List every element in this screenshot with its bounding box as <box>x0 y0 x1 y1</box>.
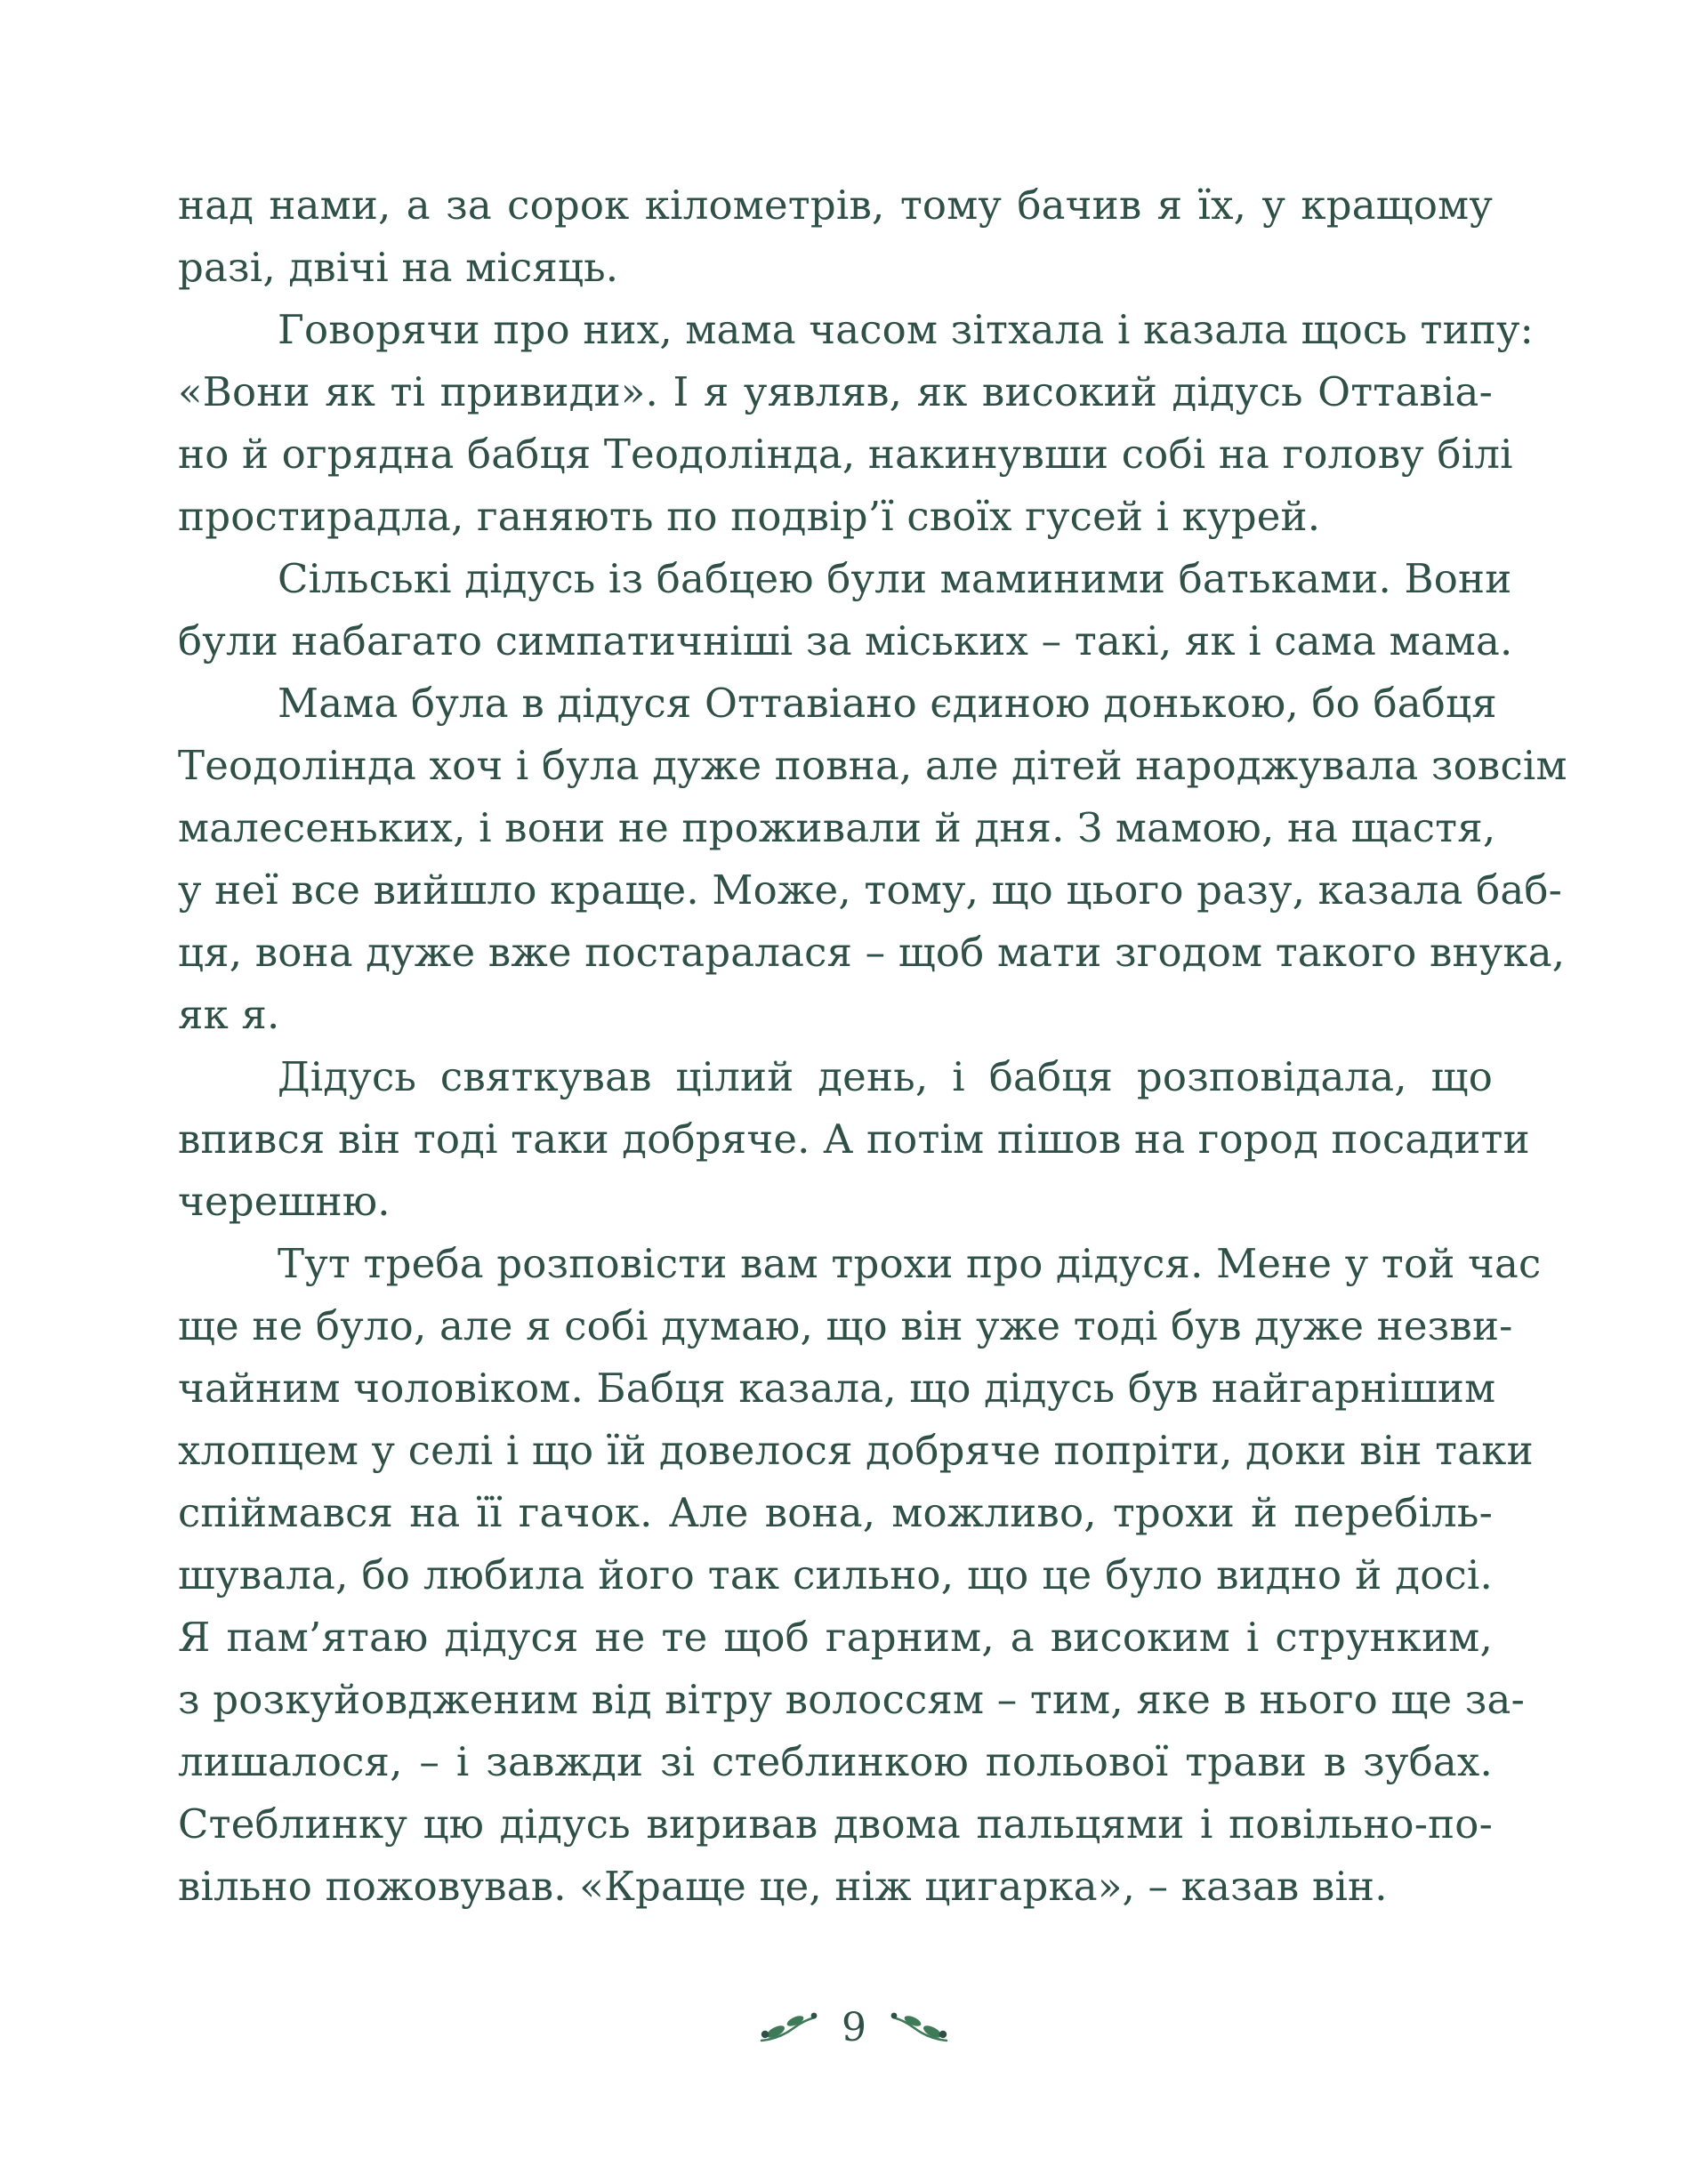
text-line: впився він тоді таки добряче. А потім пішов на город посадити <box>178 1115 1530 1163</box>
text-line: спіймався на її гачок. Але вона, можливо, трохи й перебіль- <box>178 1489 1493 1536</box>
text-line: як я. <box>178 991 280 1038</box>
page-number: 9 <box>842 2005 866 2050</box>
text-line: Тут треба розповісти вам трохи про дідуся. Мене у той час <box>278 1240 1542 1287</box>
text-line: хлопцем у селі і що їй довелося добряче попріти, доки він таки <box>178 1427 1534 1474</box>
paragraph <box>178 299 1535 548</box>
text-line: Говорячи про них, мама часом зітхала і казала щось типу: <box>278 306 1535 353</box>
text-line: разі, двічі на місяць. <box>178 244 619 291</box>
text-line: були набагато симпатичніші за міських – такі, як і сама мама. <box>178 617 1513 664</box>
text-line: черешню. <box>178 1178 391 1225</box>
text-line: «Вони як ті привиди». І я уявляв, як високий дідусь Оттавіа- <box>178 368 1493 415</box>
text-line: Мама була в дідуся Оттавіано єдиною донькою, бо бабця <box>278 680 1497 727</box>
text-line: з розкуйовдженим від вітру волоссям – тим, яке в нього ще за- <box>178 1676 1525 1723</box>
text-line: лишалося, – і завжди зі стеблинкою польової трави в зубах. <box>178 1738 1493 1785</box>
text-line: над нами, а за сорок кілометрів, тому бачив я їх, у кращому <box>178 181 1493 229</box>
text-line: ще не було, але я собі думаю, що він уже тоді був дуже незви- <box>178 1302 1513 1349</box>
paragraph <box>178 1046 1530 1233</box>
text-line: Теодолінда хоч і була дуже повна, але дітей народжувала зовсім <box>178 742 1567 789</box>
text-line: Я пам’ятаю дідуся не те щоб гарним, а високим і струнким, <box>178 1614 1493 1661</box>
paragraph <box>178 672 1567 1046</box>
text-line: ця, вона дуже вже постаралася – щоб мати згодом такого внука, <box>178 929 1566 976</box>
text-line: у неї все вийшло краще. Може, тому, що цього разу, казала баб- <box>178 866 1563 914</box>
text-line: Сільські дідусь із бабцею були маминими батьками. Вони <box>278 555 1512 602</box>
text-line: Стеблинку цю дідусь виривав двома пальцями і повільно-по- <box>178 1800 1493 1848</box>
leaf-ornament-left-icon <box>758 2010 818 2046</box>
text-line: вільно пожовував. «Краще це, ніж цигарка», – казав він. <box>178 1863 1388 1910</box>
paragraph <box>178 174 1493 299</box>
text-line: Дідусь святкував цілий день, і бабця розповідала, що <box>278 1053 1493 1100</box>
text-line: простирадла, ганяють по подвір’ї своїх гусей і курей. <box>178 493 1321 540</box>
text-line: но й огрядна бабця Теодолінда, накинувши собі на голову білі <box>178 431 1513 478</box>
page-footer <box>0 2005 1708 2050</box>
text-line: малесеньких, і вони не проживали й дня. З мамою, на щастя, <box>178 804 1496 851</box>
paragraph <box>178 548 1513 672</box>
text-line: шувала, бо любила його так сильно, що це було видно й досі. <box>178 1551 1493 1598</box>
paragraph <box>178 1233 1542 1918</box>
leaf-ornament-right-icon <box>890 2010 950 2046</box>
text-block <box>178 174 1567 1918</box>
text-line: чайним чоловіком. Бабця казала, що дідусь був найгарнішим <box>178 1365 1496 1412</box>
